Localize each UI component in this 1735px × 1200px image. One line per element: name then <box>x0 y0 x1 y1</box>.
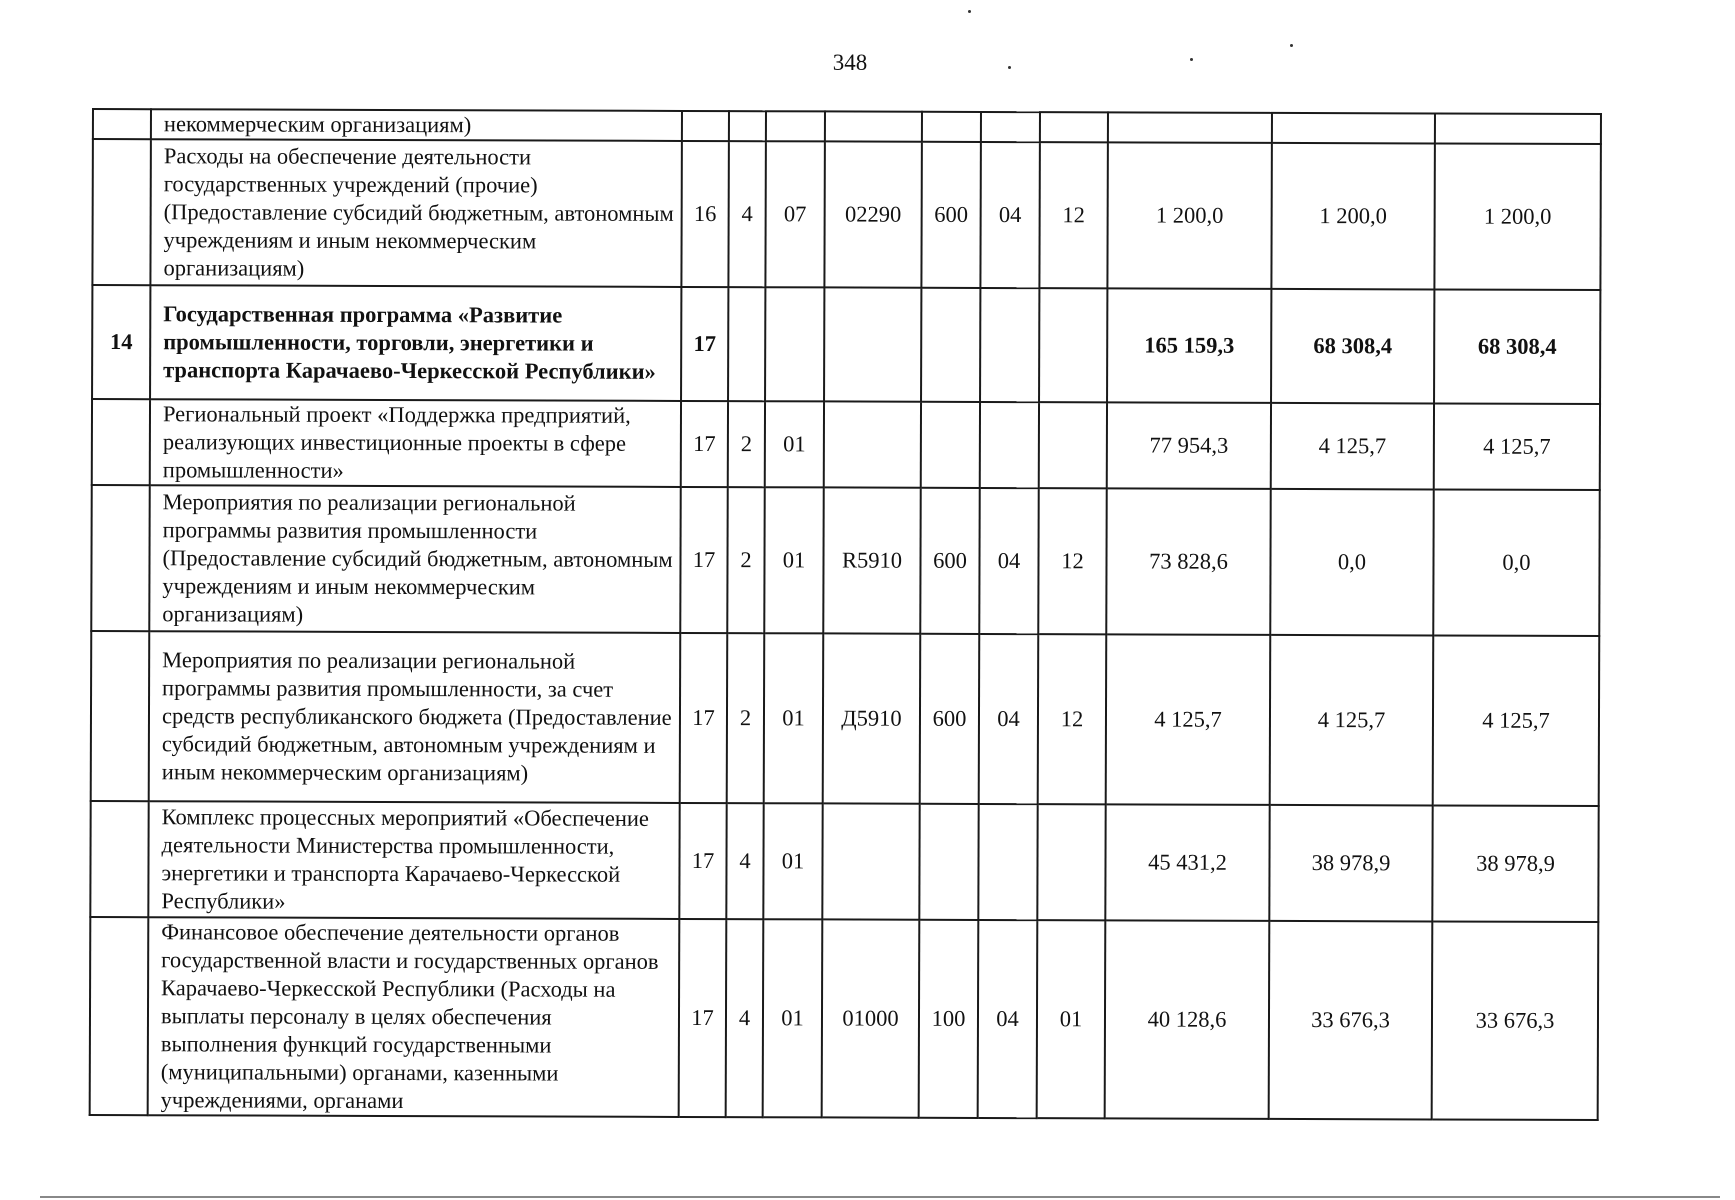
cell-c6: 04 <box>979 488 1038 634</box>
cell-no <box>92 399 150 485</box>
cell-sum2: 0,0 <box>1270 489 1433 636</box>
table-row <box>92 139 1600 290</box>
cell-c6: 04 <box>979 634 1039 804</box>
cell-c7: 01 <box>1037 920 1106 1118</box>
cell-no <box>91 485 149 631</box>
cell-c1: 17 <box>679 919 727 1117</box>
cell-c1: 17 <box>680 487 727 633</box>
cell-sum3: 4 125,7 <box>1434 403 1600 490</box>
cell-name: Государственная программа «Развитие промышленности, торговли, энергетики и транспорта Карачаево-Черкесской Республики» <box>150 285 681 401</box>
cell-sum1: 73 828,6 <box>1106 488 1270 635</box>
cell-sum3: 68 308,4 <box>1434 289 1600 404</box>
cell-c4 <box>824 287 921 401</box>
cell-sum3 <box>1435 113 1601 144</box>
cell-c6 <box>980 402 1039 488</box>
cell-sum1: 4 125,7 <box>1106 634 1271 805</box>
cell-sum2: 68 308,4 <box>1271 289 1434 404</box>
cell-sum2: 33 676,3 <box>1269 921 1433 1120</box>
cell-c6 <box>981 112 1040 142</box>
cell-c3: 07 <box>765 141 824 287</box>
cell-c2: 4 <box>728 141 765 287</box>
cell-c7 <box>1040 112 1108 142</box>
table-row <box>90 801 1598 922</box>
cell-c4: 01000 <box>822 919 920 1117</box>
cell-c2: 4 <box>726 803 763 919</box>
cell-c7 <box>1039 288 1107 402</box>
cell-c3: 01 <box>764 487 823 633</box>
cell-c5 <box>921 288 980 402</box>
cell-c2: 2 <box>727 487 764 633</box>
cell-sum2: 1 200,0 <box>1271 143 1434 290</box>
cell-name: некоммерческим организациям) <box>151 109 682 141</box>
cell-c7: 12 <box>1039 142 1107 288</box>
cell-c4: 02290 <box>824 141 921 287</box>
cell-c3: 01 <box>763 803 822 919</box>
page-bottom-rule <box>40 1196 1720 1198</box>
cell-c4 <box>822 803 919 919</box>
cell-c1: 17 <box>681 401 728 487</box>
cell-no <box>92 139 150 285</box>
cell-c2: 4 <box>726 919 764 1117</box>
cell-c2: 2 <box>728 401 765 487</box>
cell-c3 <box>766 111 825 141</box>
cell-c7 <box>1037 804 1105 920</box>
cell-c5 <box>919 804 978 920</box>
table-row <box>91 485 1599 636</box>
scan-speck <box>968 10 971 13</box>
cell-c3 <box>765 287 824 401</box>
cell-c7: 12 <box>1038 634 1107 804</box>
cell-c5: 600 <box>921 142 980 288</box>
cell-c5 <box>921 402 980 488</box>
cell-c7: 12 <box>1038 488 1106 634</box>
table-row <box>91 631 1600 806</box>
cell-c4 <box>824 401 921 487</box>
cell-c6: 04 <box>980 142 1039 288</box>
cell-c6 <box>978 804 1037 920</box>
cell-sum1: 77 954,3 <box>1107 402 1271 489</box>
cell-sum1: 165 159,3 <box>1107 288 1271 403</box>
cell-sum1: 40 128,6 <box>1105 920 1270 1119</box>
cell-sum3: 1 200,0 <box>1434 143 1600 290</box>
cell-c6: 04 <box>978 920 1038 1118</box>
cell-c5: 100 <box>919 920 979 1118</box>
cell-sum1: 45 431,2 <box>1105 804 1269 921</box>
table-row <box>90 917 1599 1120</box>
page-number: 348 <box>832 50 868 75</box>
cell-name: Региональный проект «Поддержка предприятий, реализующих инвестиционные проекты в сфере промышленности» <box>150 399 681 487</box>
cell-c2 <box>728 287 765 401</box>
cell-sum2: 4 125,7 <box>1271 403 1434 490</box>
table-row <box>92 399 1600 490</box>
scan-speck <box>1290 44 1293 47</box>
table-row <box>92 285 1600 404</box>
cell-c2: 2 <box>727 633 765 803</box>
cell-c4: R5910 <box>823 487 920 633</box>
cell-no <box>90 917 149 1115</box>
cell-c4: Д5910 <box>823 633 921 803</box>
scan-speck <box>1190 58 1193 61</box>
cell-c4 <box>825 111 922 141</box>
cell-sum3: 4 125,7 <box>1433 635 1600 806</box>
cell-name: Мероприятия по реализации региональной программы развития промышленности (Предоставление субсидий бюджетным, автономным учреждениям и иным некоммерческим организациям) <box>149 485 680 633</box>
cell-name: Финансовое обеспечение деятельности органов государственной власти и государственных органов Карачаево-Черкесской Республики (Расходы на выплаты персоналу в целях обеспечения выполнения функций государственными (муниципальными) органами, казенными учреждениями, органами <box>148 917 680 1117</box>
cell-sum1 <box>1108 112 1272 143</box>
cell-no: 14 <box>92 285 150 399</box>
cell-c7 <box>1039 402 1107 488</box>
cell-name: Расходы на обеспечение деятельности государственных учреждений (прочие) (Предоставление субсидий бюджетным, автономным учреждениям и иным некоммерческим организациям) <box>150 139 681 287</box>
cell-c5: 600 <box>920 488 979 634</box>
cell-c1: 17 <box>680 633 728 803</box>
cell-c1: 17 <box>681 287 728 401</box>
cell-sum2: 38 978,9 <box>1269 805 1432 922</box>
cell-c5: 600 <box>920 634 980 804</box>
cell-c6 <box>980 288 1039 402</box>
cell-c3: 01 <box>763 919 823 1117</box>
cell-c3: 01 <box>765 401 824 487</box>
table-row <box>93 109 1601 144</box>
budget-table <box>89 108 1602 1121</box>
cell-name: Комплекс процессных мероприятий «Обеспечение деятельности Министерства промышленности, энергетики и транспорта Карачаево-Черкесской Республики» <box>148 801 679 919</box>
cell-c3: 01 <box>764 633 824 803</box>
cell-sum2 <box>1272 113 1435 144</box>
cell-name: Мероприятия по реализации региональной программы развития промышленности, за счет средств республиканского бюджета (Предоставление субсидий бюджетным, автономным учреждениям и иным некоммерческим организациям) <box>149 631 681 803</box>
cell-c2 <box>729 111 766 141</box>
cell-c1 <box>682 111 729 141</box>
scan-speck <box>1008 66 1011 69</box>
cell-sum3: 0,0 <box>1433 489 1599 636</box>
cell-sum2: 4 125,7 <box>1270 635 1434 806</box>
cell-c1: 16 <box>681 141 728 287</box>
cell-sum3: 38 978,9 <box>1432 805 1598 922</box>
cell-c5 <box>922 112 981 142</box>
cell-no <box>93 109 151 139</box>
cell-no <box>90 801 148 917</box>
cell-sum3: 33 676,3 <box>1432 921 1599 1120</box>
cell-c1: 17 <box>679 803 726 919</box>
cell-sum1: 1 200,0 <box>1107 142 1271 289</box>
cell-no <box>91 631 150 801</box>
